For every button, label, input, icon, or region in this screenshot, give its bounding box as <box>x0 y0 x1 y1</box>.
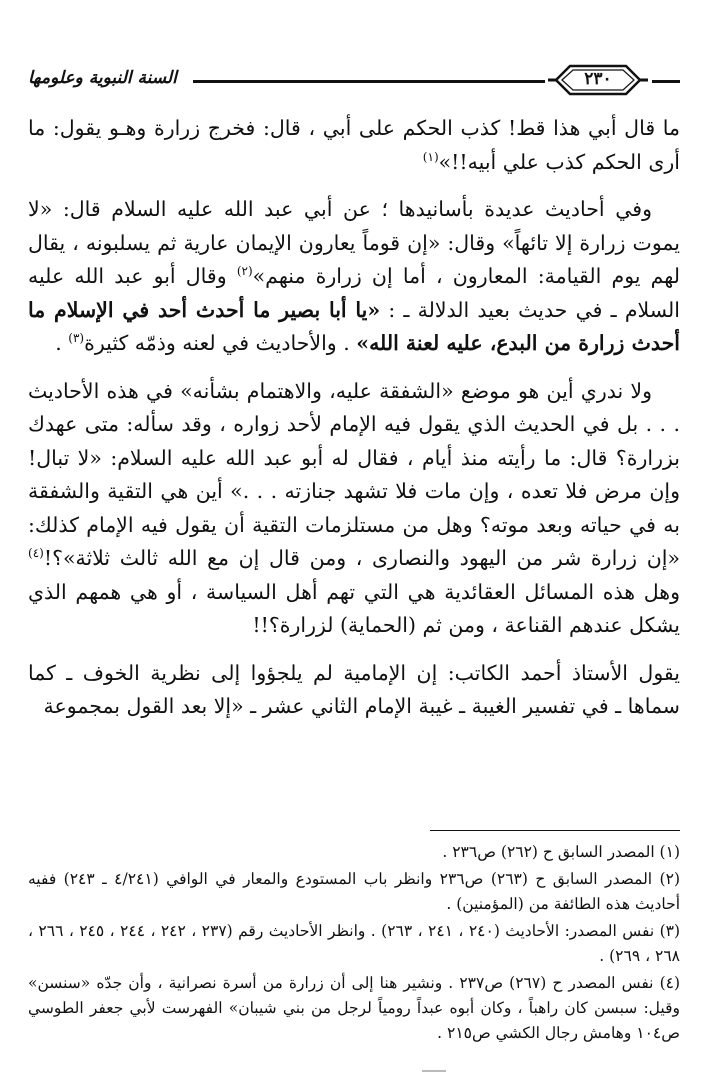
footnote-2: (٢) المصدر السابق ح (٢٦٣) ص٢٣٦ وانظر باب المستودع والمعار في الوافي (٤/٢٤١ ـ ٢٤٣) ففيه أحاديث هذه الطائفة من (المؤمنين) . <box>28 870 680 913</box>
paragraph-4: يقول الأستاذ أحمد الكاتب: إن الإمامية لم يلجؤوا إلى نظرية الخوف ـ كما سماها ـ في تفسير الغيبة ـ غيبة الإمام الثاني عشر ـ «إلا بعد القول بمجموعة <box>28 660 680 718</box>
main-text <box>28 112 680 738</box>
page-header <box>28 62 680 98</box>
footnote-ref-2: (٢) <box>236 264 253 279</box>
header-rule-right <box>652 80 680 83</box>
page-edge-mark <box>422 1070 446 1078</box>
page-number: ٢٣٠ <box>584 69 612 89</box>
paragraph-3: ولا ندري أين هو موضع «الشفقة عليه، والاهتمام بشأنه» في هذه الأحاديث . . . بل في الحديث الذي يقول فيه الإمام لأحد زواره ، وقد سأله: متى عهدك بزرارة؟ قال: ما رأيته منذ أيام ، فقال له أبو عبد الله عليه السلام: «لا تبال! وإن مرض فلا تعده ، وإن مات فلا تشهد جنازته . . .» أين هي التقية والشفقة به في حياته وبعد موته؟ وهل من مستلزمات التقية أن يقول فيه الإمام كذلك: «إن زرارة شر من اليهود والنصارى ، ومن قال إن مع الله ثالث ثلاثة»؟!$^{(٤)}$ وهل هذه المسائل العقائدية هي التي تهم أهل السياسة ، أو هي همهم الذي يشكل عندهم القناعة ، ومن ثم (الحماية) لزرارة؟!! <box>28 378 680 637</box>
footnotes <box>28 840 680 1048</box>
header-rule <box>193 80 545 83</box>
footnote-1: (١) المصدر السابق ح (٢٦٢) ص٢٣٦ . <box>442 843 680 861</box>
footnote-divider <box>430 830 680 831</box>
paragraph-1: ما قال أبي هذا قط! كذب الحكم على أبي ، قال: فخرج زرارة وهـو يقول: ما أرى الحكم كذب علي أبيه!!»$^{(١)}$ <box>28 116 680 174</box>
footnote-ref-4: (٤) <box>28 546 44 561</box>
quoted-hadith: «يا أبا بصير ما أحدث أحد في الإسلام ما أحدث زرارة من البدع، عليه لعنة الله» <box>28 297 680 355</box>
page-number-badge <box>548 62 648 98</box>
footnote-ref-3: (٣) <box>68 331 85 346</box>
footnote-ref-1: (١) <box>422 149 439 164</box>
footnote-3: (٣) نفس المصدر: الأحاديث (٢٤٠ ، ٢٤١ ، ٢٦٣) . وانظر الأحاديث رقم (٢٣٧ ، ٢٤٢ ، ٢٤٤ ، ٢٤٥ ، ٢٦٦ ، ٢٦٨ ، ٢٦٩) . <box>28 922 681 965</box>
footnote-4: (٤) نفس المصدر ح (٢٦٧) ص٢٣٧ . ونشير هنا إلى أن زرارة من أسرة نصرانية ، وأن جدّه «سنسن» وقيل: سبسن كان راهباً ، وكان أبوه عبداً رومياً لرجل من بني شيبان» الفهرست لأبي جعفر الطوسي ص١٠٤ وهامش رجال الكشي ص٢١٥ . <box>28 974 681 1042</box>
running-title: السنة النبوية وعلومها <box>28 68 177 88</box>
paragraph-2: وفي أحاديث عديدة بأسانيدها ؛ عن أبي عبد الله عليه السلام قال: «لا يموت زرارة إلا تائهاً» وقال: «إن قوماً يعارون الإيمان عارية ثم يسلبونه ، يقال لهم يوم القيامة: المعارون ، أما إن زرارة منهم»$^{(٢)}$ وقال أبو عبد الله عليه السلام ـ في حديث بعيد الدلالة ـ : «يا أبا بصير ما أحدث أحد في الإسلام ما أحدث زرارة من البدع، عليه لعنة الله» . والأحاديث في لعنه وذمّه كثيرة$^{(٣)}$ . <box>28 197 680 355</box>
